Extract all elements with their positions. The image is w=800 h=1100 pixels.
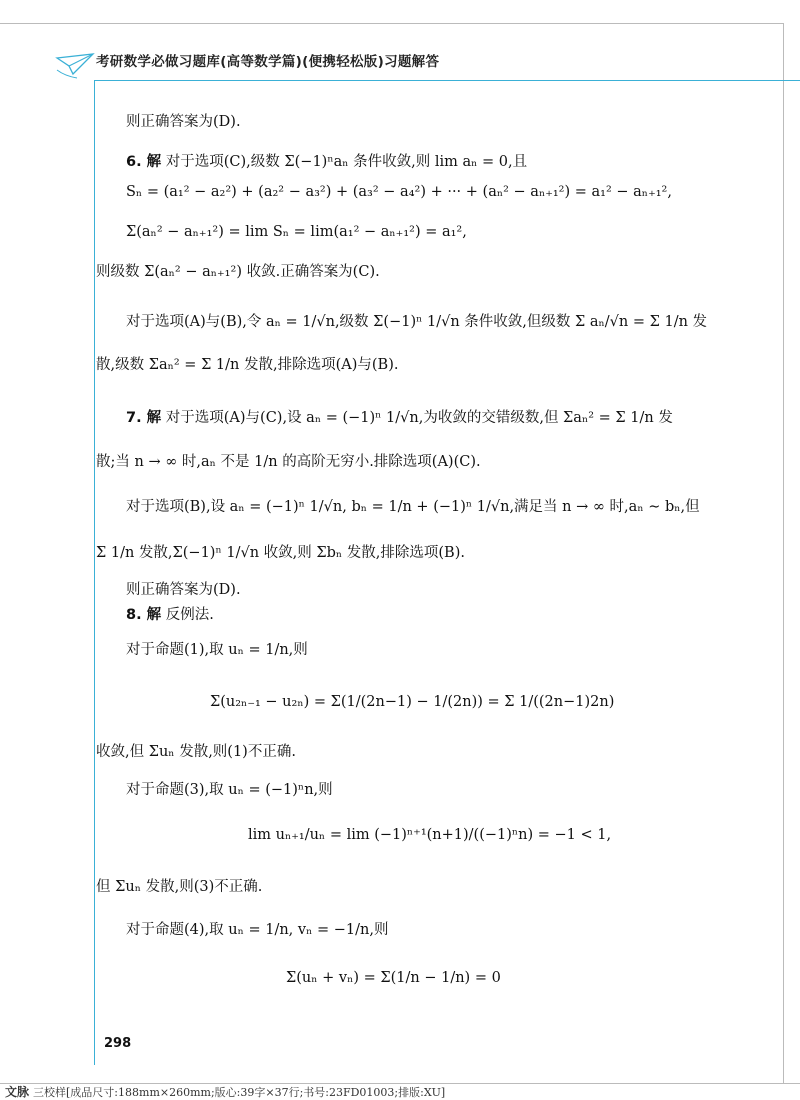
math-line: Sₙ = (a₁² − a₂²) + (a₂² − a₃²) + (a₃² − a₄²) + ··· + (aₙ² − aₙ₊₁²) = a₁² − aₙ₊₁²,: [126, 184, 672, 200]
question-label: 7. 解: [126, 410, 162, 426]
page-number: 298: [104, 1036, 132, 1051]
text-line: 散;当 n → ∞ 时,aₙ 不是 1/n 的高阶无穷小.排除选项(A)(C).: [96, 454, 481, 470]
text-line: 散,级数 Σaₙ² = Σ 1/n 发散,排除选项(A)与(B).: [96, 357, 399, 373]
question-7: [126, 408, 673, 428]
display-equation: lim uₙ₊₁/uₙ = lim (−1)ⁿ⁺¹(n+1)/((−1)ⁿn) = −1 < 1,: [248, 827, 612, 843]
text-line: 对于命题(4),取 uₙ = 1/n, vₙ = −1/n,则: [126, 922, 389, 938]
header-rule: [94, 80, 800, 81]
text-line: 则正确答案为(D).: [126, 582, 241, 598]
text-line: 收敛,但 Σuₙ 发散,则(1)不正确.: [96, 744, 296, 760]
text-line: 对于选项(C),级数 Σ(−1)ⁿaₙ 条件收敛,则 lim aₙ = 0,且: [165, 154, 528, 170]
math-line: Σ(aₙ² − aₙ₊₁²) = lim Sₙ = lim(a₁² − aₙ₊₁²) = a₁²,: [126, 224, 467, 240]
display-equation: Σ(u₂ₙ₋₁ − u₂ₙ) = Σ(1/(2n−1) − 1/(2n)) = Σ 1/((2n−1)2n): [210, 694, 615, 710]
text-line: 则级数 Σ(aₙ² − aₙ₊₁²) 收敛.正确答案为(C).: [96, 264, 380, 280]
paper-plane-icon: [55, 52, 95, 80]
page-right-border: [783, 23, 784, 1083]
text-line: 但 Σuₙ 发散,则(3)不正确.: [96, 879, 263, 895]
text-line: 对于选项(B),设 aₙ = (−1)ⁿ 1/√n, bₙ = 1/n + (−1)ⁿ 1/√n,满足当 n → ∞ 时,aₙ ∼ bₙ,但: [126, 499, 700, 515]
footer-info: 三校样[成品尺寸:188mm×260mm;版心:39字×37行;书号:23FD01003;排版:XU]: [33, 1086, 446, 1099]
footer-brand: 文脉: [5, 1085, 30, 1099]
display-equation: Σ(uₙ + vₙ) = Σ(1/n − 1/n) = 0: [286, 970, 501, 986]
margin-rule: [94, 80, 95, 1065]
text-line: 对于命题(1),取 uₙ = 1/n,则: [126, 642, 308, 658]
text-line: 对于命题(3),取 uₙ = (−1)ⁿn,则: [126, 782, 333, 798]
print-footer: [5, 1083, 445, 1100]
question-label: 6. 解: [126, 154, 162, 170]
text-line: 反例法.: [165, 607, 214, 623]
text-line: 对于选项(A)与(C),设 aₙ = (−1)ⁿ 1/√n,为收敛的交错级数,但 Σaₙ² = Σ 1/n 发: [165, 410, 673, 426]
text-line: 对于选项(A)与(B),令 aₙ = 1/√n,级数 Σ(−1)ⁿ 1/√n 条件收敛,但级数 Σ aₙ/√n = Σ 1/n 发: [126, 314, 708, 330]
text-line: Σ 1/n 发散,Σ(−1)ⁿ 1/√n 收敛,则 Σbₙ 发散,排除选项(B).: [96, 545, 465, 561]
question-label: 8. 解: [126, 607, 162, 623]
question-8: [126, 605, 214, 625]
question-6: [126, 152, 527, 172]
text-line: 则正确答案为(D).: [126, 114, 241, 130]
running-header: 考研数学必做习题库(高等数学篇)(便携轻松版)习题解答: [96, 54, 440, 70]
page-top-border: [0, 23, 783, 24]
